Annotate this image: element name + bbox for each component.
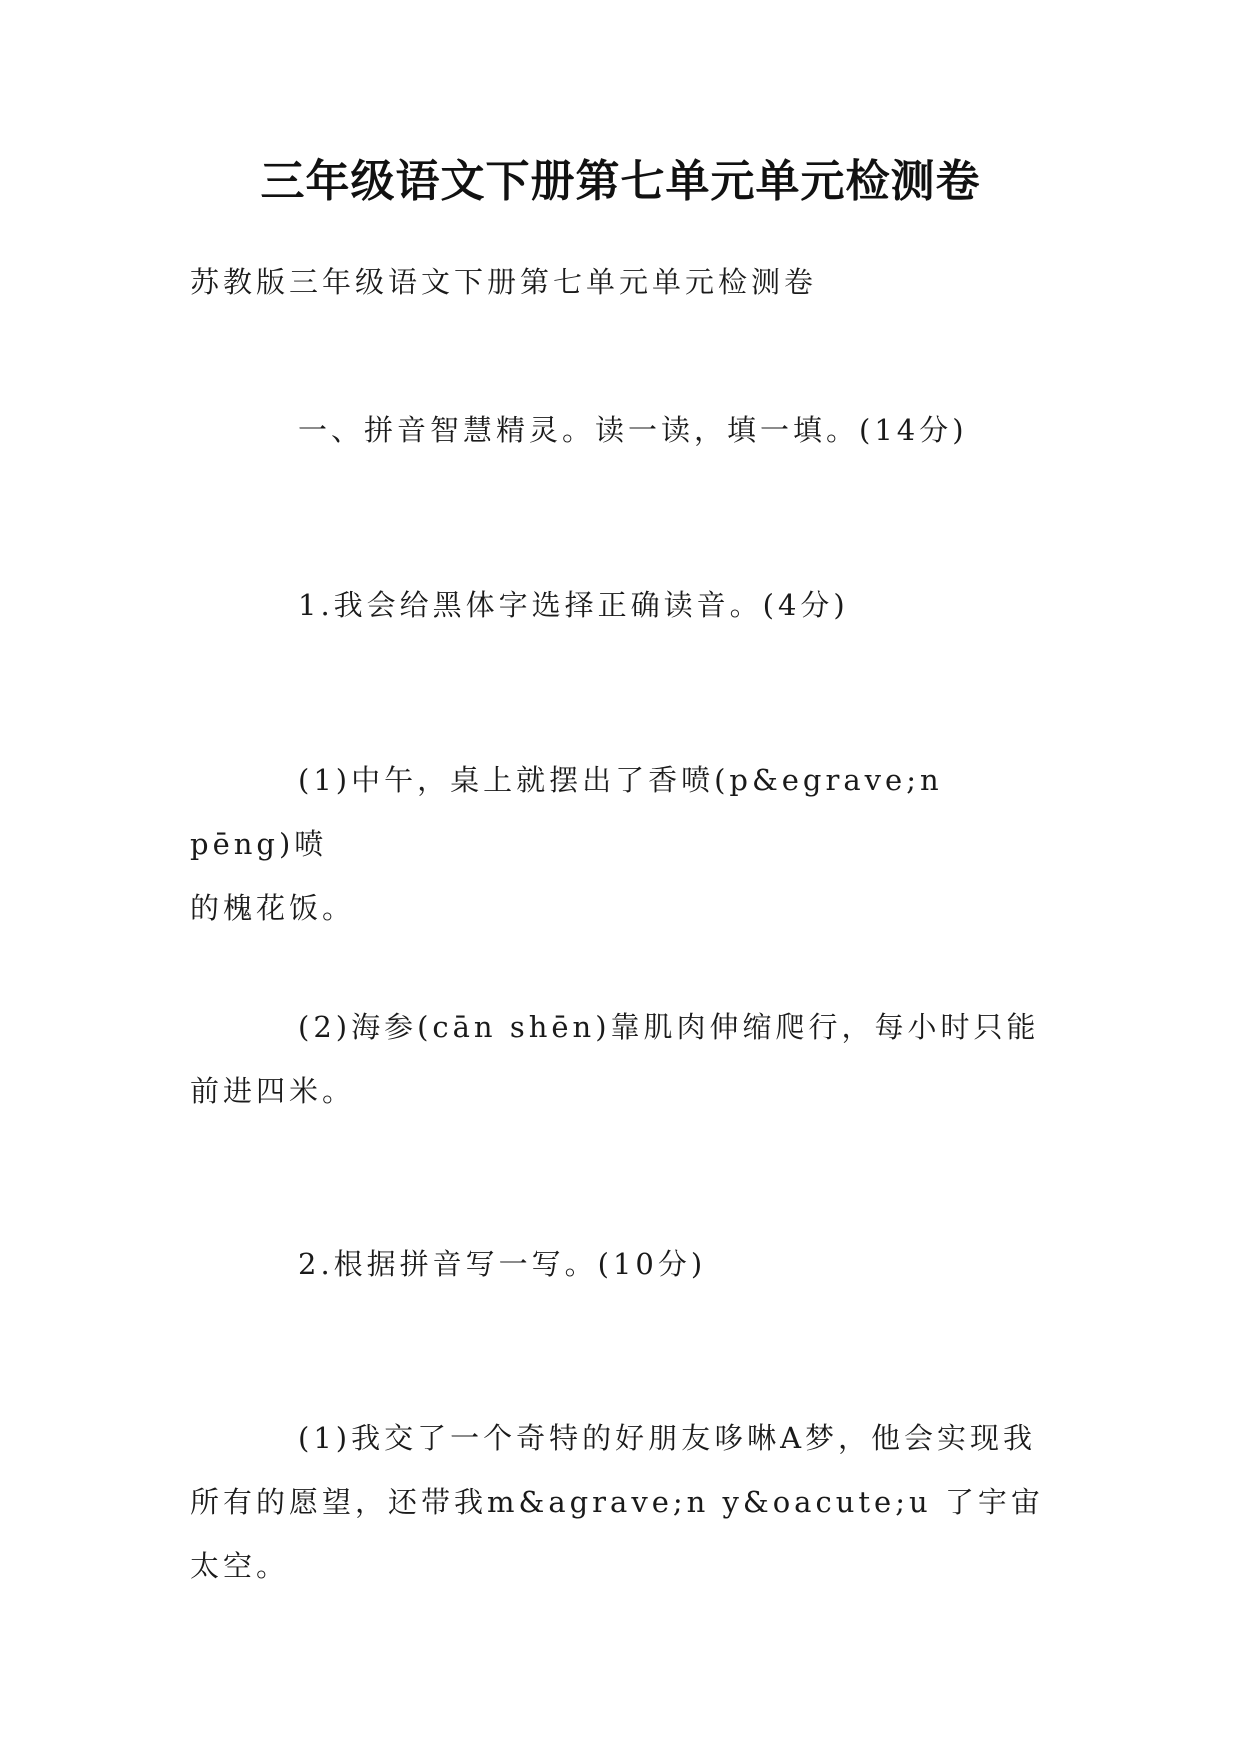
question-1-item-1 <box>190 748 1060 940</box>
document-subtitle: 苏教版三年级语文下册第七单元单元检测卷 <box>190 265 818 299</box>
question-1-item-2 <box>190 995 1060 1123</box>
question-2-item-1-line-2: 所有的愿望，还带我m&agrave;n y&oacute;u 了宇宙太空。 <box>190 1485 1044 1583</box>
question-1-heading: 1.我会给黑体字选择正确读音。(4分) <box>298 588 849 622</box>
question-2-item-1 <box>190 1406 1060 1598</box>
document-title: 三年级语文下册第七单元单元检测卷 <box>260 156 981 207</box>
section-heading-1: 一、拼音智慧精灵。读一读，填一填。(14分) <box>298 413 968 447</box>
question-1-item-2-line-2: 前进四米。 <box>190 1074 356 1108</box>
question-1-item-2-line-1: (2)海参(cān shēn)靠肌肉伸缩爬行，每小时只能 <box>298 1010 1040 1044</box>
question-2-item-1-line-1: (1)我交了一个奇特的好朋友哆啉A梦，他会实现我 <box>298 1421 1037 1455</box>
question-1-item-1-line-2: 的槐花饭。 <box>190 891 356 925</box>
question-2-heading: 2.根据拼音写一写。(10分) <box>298 1247 707 1281</box>
question-1-item-1-line-1: (1)中午，桌上就摆出了香喷(p&egrave;n pēng)喷 <box>190 763 943 861</box>
